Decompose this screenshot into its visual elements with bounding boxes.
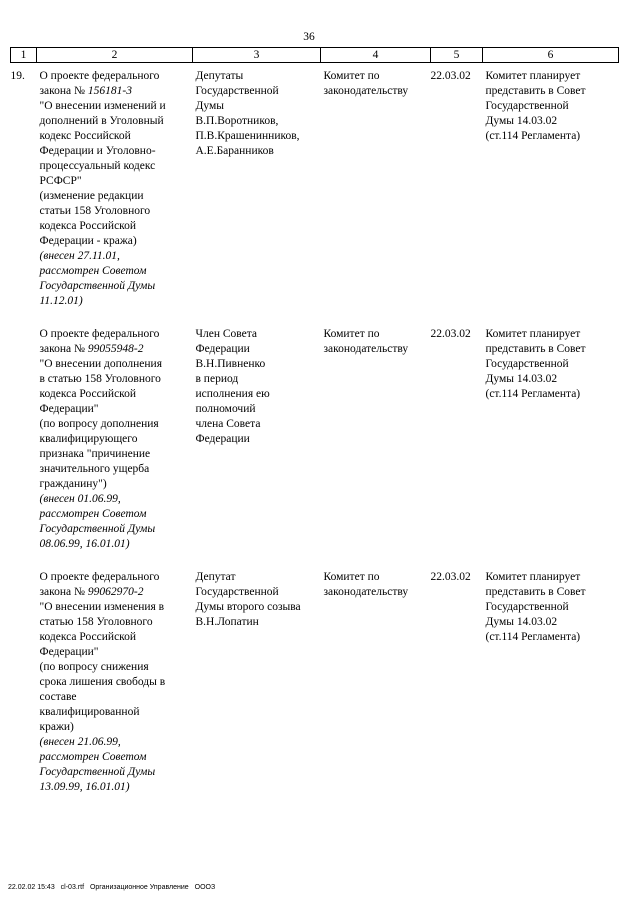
status-line: Думы 14.03.02 (485, 115, 558, 127)
status-line: Государственной (485, 601, 569, 613)
author-line: Думы (195, 100, 224, 112)
bill-title-line: рассмотрен Советом (39, 508, 147, 520)
status-cell (483, 63, 619, 328)
bill-title-line: гражданину") (39, 478, 107, 490)
author-line: П.В.Крашенинников, (195, 130, 300, 142)
bill-title-line: РСФСР" (39, 175, 82, 187)
table-row (11, 570, 619, 813)
bill-title-line (40, 585, 191, 600)
header-col-1: 1 (11, 48, 37, 63)
committee-cell (321, 570, 431, 813)
status-line: Комитет планирует (485, 571, 581, 583)
bill-title-line: (внесен 01.06.99, (39, 493, 121, 505)
header-col-5: 5 (431, 48, 483, 63)
header-col-3: 3 (193, 48, 321, 63)
footer-timestamp: 22.02.02 15:43 (8, 884, 55, 891)
bill-title-line: рассмотрен Советом (39, 751, 147, 763)
table-header (11, 48, 619, 63)
bill-title-line-text: закона № (39, 85, 88, 97)
date-text: 22.03.02 (430, 328, 471, 340)
bill-title-line-text: закона № (39, 586, 88, 598)
bill-title-line: "О внесении дополнения (39, 358, 162, 370)
status-line: (ст.114 Регламента) (485, 388, 581, 400)
page-number: 36 (303, 31, 315, 43)
author-line: А.Е.Баранников (195, 145, 274, 157)
status-line: (ст.114 Регламента) (485, 130, 581, 142)
bill-title-line: квалифицирующего (39, 433, 138, 445)
bill-title-line (40, 84, 191, 99)
status-line: (ст.114 Регламента) (485, 631, 581, 643)
date-text: 22.03.02 (430, 571, 471, 583)
date-cell (431, 570, 483, 813)
bill-title-line: рассмотрен Советом (39, 265, 147, 277)
authors-cell (193, 63, 321, 328)
date-cell (431, 327, 483, 570)
bill-title-line: статьи 158 Уголовного (39, 205, 151, 217)
date-cell (431, 63, 483, 328)
bill-title-line: (по вопросу снижения (39, 661, 149, 673)
author-line: Думы второго созыва (195, 601, 301, 613)
committee-cell (321, 327, 431, 570)
author-line: Депутаты (195, 70, 244, 82)
bill-title-line: значительного ущерба (39, 463, 150, 475)
status-cell (483, 327, 619, 570)
author-line: Федерации (195, 343, 250, 355)
bill-number: 99062970-2 (87, 586, 144, 598)
bill-title-line: (внесен 27.11.01, (39, 250, 120, 262)
status-line: представить в Совет (485, 85, 586, 97)
header-col-2: 2 (37, 48, 193, 63)
agenda-table (10, 47, 619, 813)
bill-title-line: (по вопросу дополнения (39, 418, 159, 430)
authors-cell (193, 327, 321, 570)
author-line: исполнения ею (195, 388, 270, 400)
row-number (11, 570, 37, 813)
committee-line: Комитет по (323, 70, 380, 82)
status-line: Государственной (485, 358, 569, 370)
author-line: Государственной (195, 586, 279, 598)
committee-line: законодательству (323, 343, 409, 355)
bill-title-line: в статью 158 Уголовного (39, 373, 161, 385)
author-line: Государственной (195, 85, 279, 97)
bill-title-line: О проекте федерального (39, 328, 160, 340)
row-number (11, 327, 37, 570)
bill-title-line: Федерации" (39, 646, 99, 658)
bill-title-line: "О внесении изменений и (39, 100, 166, 112)
committee-line: Комитет по (323, 571, 380, 583)
author-line: в период (195, 373, 239, 385)
status-line: Думы 14.03.02 (485, 373, 558, 385)
bill-title-line: процессуальный кодекс (39, 160, 156, 172)
author-line: Федерации (195, 433, 250, 445)
bill-number: 156181-3 (87, 85, 132, 97)
table-row (11, 63, 619, 328)
date-text: 22.03.02 (430, 70, 471, 82)
author-line: Депутат (195, 571, 236, 583)
bill-title-line: кодекс Российской (39, 130, 131, 142)
bill-title-line: статью 158 Уголовного (39, 616, 153, 628)
table-row (11, 327, 619, 570)
author-line: Член Совета (195, 328, 258, 340)
author-line: В.Н.Пивненко (195, 358, 266, 370)
status-line: Комитет планирует (485, 328, 581, 340)
bill-title-line: (внесен 21.06.99, (39, 736, 121, 748)
bill-title-line: Государственной Думы (39, 766, 156, 778)
bill-title-line: Федерации" (39, 403, 99, 415)
committee-line: Комитет по (323, 328, 380, 340)
footer-file: cl-03.rtf (60, 884, 85, 891)
status-line: Комитет планирует (485, 70, 581, 82)
status-line: Думы 14.03.02 (485, 616, 558, 628)
status-line: Государственной (485, 100, 569, 112)
status-cell (483, 570, 619, 813)
row-number (11, 63, 37, 328)
author-line: В.П.Воротников, (195, 115, 279, 127)
print-footer (8, 880, 219, 895)
bill-title-line: составе (39, 691, 77, 703)
bill-title-line: О проекте федерального (39, 571, 160, 583)
bill-title-line: 08.06.99, 16.01.01) (39, 538, 130, 550)
bill-title-line: (изменение редакции (39, 190, 144, 202)
bill-title-line: "О внесении изменения в (39, 601, 165, 613)
committee-line: законодательству (323, 586, 409, 598)
bill-title-line: кодекса Российской (39, 220, 137, 232)
bill-title-line: Федерации и Уголовно- (39, 145, 156, 157)
status-line: представить в Совет (485, 343, 586, 355)
bill-number: 99055948-2 (87, 343, 144, 355)
author-line: члена Совета (195, 418, 261, 430)
bill-title-line: Государственной Думы (39, 280, 156, 292)
footer-code: ОООЗ (194, 884, 216, 891)
bill-title-cell (37, 570, 193, 813)
bill-title-line-text: закона № (39, 343, 88, 355)
footer-org: Организационное Управление (89, 884, 189, 891)
bill-title-cell (37, 63, 193, 328)
bill-title-line: 13.09.99, 16.01.01) (39, 781, 130, 793)
bill-title-line: признака "причинение (39, 448, 151, 460)
bill-title-line: кодекса Российской (39, 631, 137, 643)
bill-title-line: кодекса Российской (39, 388, 137, 400)
table-body (11, 63, 619, 814)
header-col-6: 6 (483, 48, 619, 63)
status-line: представить в Совет (485, 586, 586, 598)
bill-title-line: кражи) (39, 721, 74, 733)
bill-title-line: Федерации - кража) (39, 235, 137, 247)
bill-title-cell (37, 327, 193, 570)
committee-cell (321, 63, 431, 328)
bill-title-line: срока лишения свободы в (39, 676, 166, 688)
header-col-4: 4 (321, 48, 431, 63)
bill-title-line: дополнений в Уголовный (39, 115, 164, 127)
row-number-text: 19. (10, 70, 25, 82)
authors-cell (193, 570, 321, 813)
bill-title-line: 11.12.01) (39, 295, 83, 307)
bill-title-line: О проекте федерального (39, 70, 160, 82)
bill-title-line (40, 342, 191, 357)
committee-line: законодательству (323, 85, 409, 97)
author-line: В.Н.Лопатин (195, 616, 259, 628)
bill-title-line: квалифицированной (39, 706, 140, 718)
author-line: полномочий (195, 403, 256, 415)
bill-title-line: Государственной Думы (39, 523, 156, 535)
